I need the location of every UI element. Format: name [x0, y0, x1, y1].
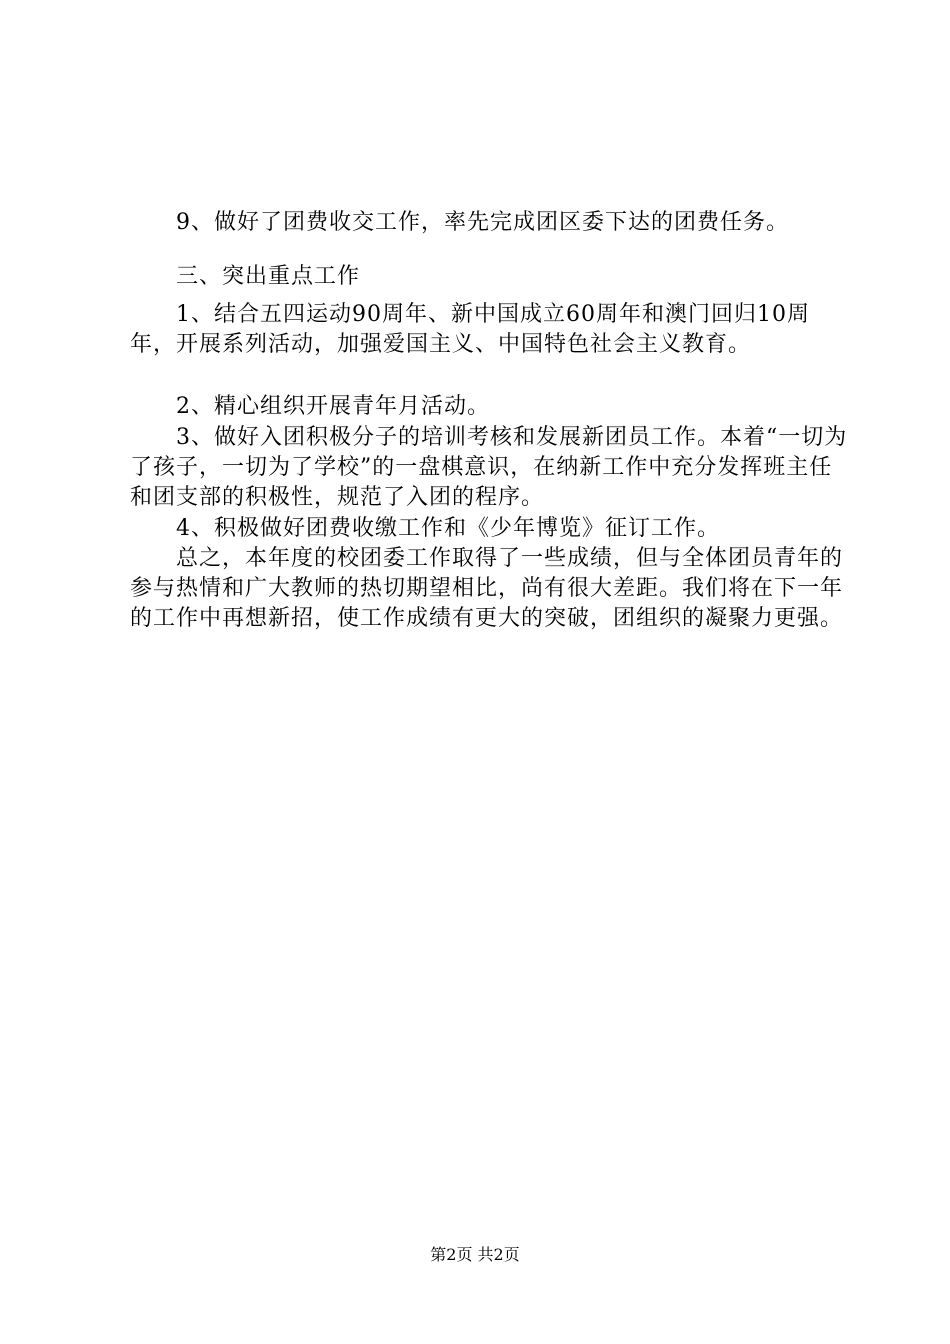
paragraph-point-4: 4、积极做好团费收缴工作和《少年博览》征订工作。 [176, 516, 720, 541]
section-heading-3: 三、突出重点工作 [176, 264, 361, 289]
paragraph-point-2: 2、精心组织开展青年月活动。 [176, 394, 490, 419]
paragraph-point-1: 1、结合五四运动90周年、新中国成立60周年和澳门回归10周年，开展系列活动，加强爱国主义、中国特色社会主义教育。 [130, 302, 810, 357]
paragraph-summary: 总之，本年度的校团委工作取得了一些成绩，但与全体团员青年的参与热情和广大教师的热切期望相比，尚有很大差距。我们将在下一年的工作中再想新招，使工作成绩有更大的突破，团组织的凝聚力更强。 [130, 546, 844, 631]
paragraph-item-9: 9、做好了团费收交工作，率先完成团区委下达的团费任务。 [176, 210, 789, 235]
paragraph-point-3: 3、做好入团积极分子的培训考核和发展新团员工作。本着“一切为了孩子，一切为了学校”的一盘棋意识，在纳新工作中充分发挥班主任和团支部的积极性，规范了入团的程序。 [130, 425, 848, 510]
page-footer: 第2页 共2页 [430, 1245, 520, 1264]
